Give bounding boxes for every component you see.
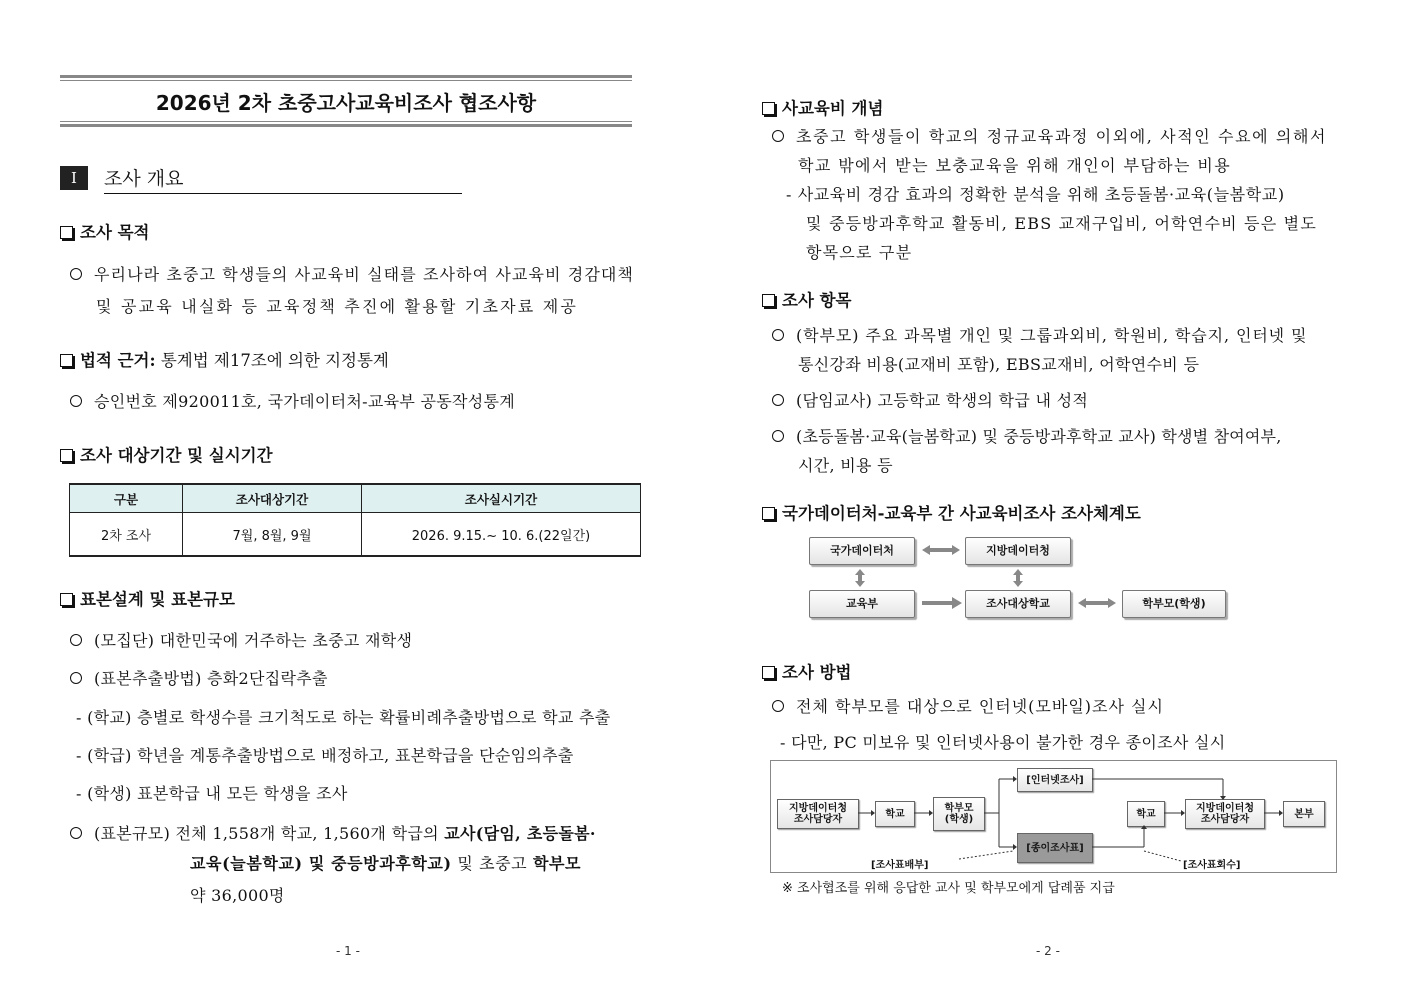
method-heading: 조사 방법 [762,659,852,683]
sample-bullet3-cont2: 약 36,000명 [190,886,285,905]
section-title: 조사 개요 [104,164,462,194]
document-title-block [60,75,632,127]
concept-line2: 학교 밖에서 받는 보충교육을 위해 개인이 부담하는 비용 [798,156,1232,175]
flow-label-distribute: [조사표배부] [871,860,929,871]
checkbox-square-icon [762,294,775,307]
sample-bullet3: (표본규모) 전체 1,558개 학교, 1,560개 학급의 교사(담임, 초등돌봄· [70,821,596,844]
table-header: 구분 [70,484,183,513]
flow-regional-officer: 지방데이터청 조사담당자 [777,799,859,829]
sample-dash3: - (학생) 표본학급 내 모든 학생을 조사 [76,784,348,803]
section-number: Ⅰ [60,166,88,190]
flow-regional-officer-return: 지방데이터청 조사담당자 [1185,799,1265,829]
checkbox-square-icon [60,354,73,367]
system-heading: 국가데이터처-교육부 간 사교육비조사 조사체계도 [762,500,1141,524]
node-parents: 학부모(학생) [1122,590,1226,618]
purpose-heading: 조사 목적 [60,219,150,243]
sample-dash1: - (학교) 층별로 학생수를 크기척도로 하는 확률비례추출방법으로 학교 추출 [76,708,611,727]
items-bullet3-cont: 시간, 비용 등 [798,456,893,475]
method-flow-diagram [770,760,1337,873]
checkbox-square-icon [60,226,73,239]
flow-arrows [771,761,1336,872]
flow-paper-survey: [종이조사표] [1017,833,1093,863]
purpose-line2: 및 공교육 내실화 등 교육정책 추진에 활용할 기초자료 제공 [96,297,579,316]
flow-label-collect: [조사표회수] [1183,860,1241,871]
node-regional-office: 지방데이터청 [965,537,1071,565]
table-cell: 7월, 8월, 9월 [183,513,362,557]
flow-headquarters: 본부 [1283,801,1325,827]
checkbox-square-icon [762,507,775,520]
items-bullet2: (담임교사) 고등학교 학생의 학급 내 성적 [772,388,1088,411]
concept-line1: 초중고 학생들이 학교의 정규교육과정 이외에, 사적인 수요에 의해서 [772,124,1327,147]
legal-heading: 법적 근거: 통계법 제17조에 의한 지정통계 [60,347,389,371]
checkbox-square-icon [60,593,73,606]
flow-school: 학교 [875,801,915,827]
document-title: 2026년 2차 초중고사교육비조사 협조사항 [155,91,537,115]
purpose-line1: 우리나라 초중고 학생들의 사교육비 실태를 조사하여 사교육비 경감대책 [70,262,634,285]
node-target-school: 조사대상학교 [965,590,1071,618]
period-heading: 조사 대상기간 및 실시기간 [60,442,273,466]
checkbox-square-icon [762,102,775,115]
sample-bullet1: (모집단) 대한민국에 거주하는 초중고 재학생 [70,628,412,651]
method-dash1: - 다만, PC 미보유 및 인터넷사용이 불가한 경우 종이조사 실시 [780,733,1226,752]
flow-school-return: 학교 [1127,801,1165,827]
page-number: - 2 - [1036,944,1060,958]
items-bullet1: (학부모) 주요 과목별 개인 및 그룹과외비, 학원비, 학습지, 인터넷 및 [772,323,1307,346]
flow-parents: 학부모 (학생) [933,797,985,831]
checkbox-square-icon [762,666,775,679]
concept-dash1: - 사교육비 경감 효과의 정확한 분석을 위해 초등돌봄·교육(늘봄학교) [786,185,1285,204]
method-bullet1: 전체 학부모를 대상으로 인터넷(모바일)조사 실시 [772,694,1164,717]
flow-internet-survey: [인터넷조사] [1017,768,1093,792]
checkbox-square-icon [60,449,73,462]
table-header: 조사대상기간 [183,484,362,513]
footnote: ※ 조사협조를 위해 응답한 교사 및 학부모에게 답례품 지급 [782,881,1115,896]
table-header: 조사실시기간 [362,484,641,513]
concept-dash2: 및 중등방과후학교 활동비, EBS 교재구입비, 어학연수비 등은 별도 [806,214,1317,233]
concept-dash3: 항목으로 구분 [806,243,913,262]
items-bullet3: (초등돌봄·교육(늘봄학교) 및 중등방과후학교 교사) 학생별 참여여부, [772,424,1281,447]
sample-bullet2: (표본추출방법) 층화2단집락추출 [70,666,328,689]
sample-dash2: - (학급) 학년을 계통추출방법으로 배정하고, 표본학급을 단순임의추출 [76,746,574,765]
sample-heading: 표본설계 및 표본규모 [60,586,235,610]
legal-line1: 승인번호 제920011호, 국가데이터처-교육부 공동작성통계 [70,389,515,412]
node-ministry-education: 교육부 [809,590,915,618]
table-cell: 2026. 9.15.~ 10. 6.(22일간) [362,513,641,557]
system-diagram-arrows [800,530,1240,630]
concept-heading: 사교육비 개념 [762,95,883,119]
page-number: - 1 - [336,944,360,958]
items-bullet1-cont: 통신강좌 비용(교재비 포함), EBS교재비, 어학연수비 등 [798,355,1200,374]
items-heading: 조사 항목 [762,287,852,311]
period-table [69,483,641,557]
table-cell: 2차 조사 [70,513,183,557]
node-statistics-agency: 국가데이터처 [809,537,915,565]
sample-bullet3-cont: 교육(늘봄학교) 및 중등방과후학교) 및 초중고 학부모 [190,854,582,873]
